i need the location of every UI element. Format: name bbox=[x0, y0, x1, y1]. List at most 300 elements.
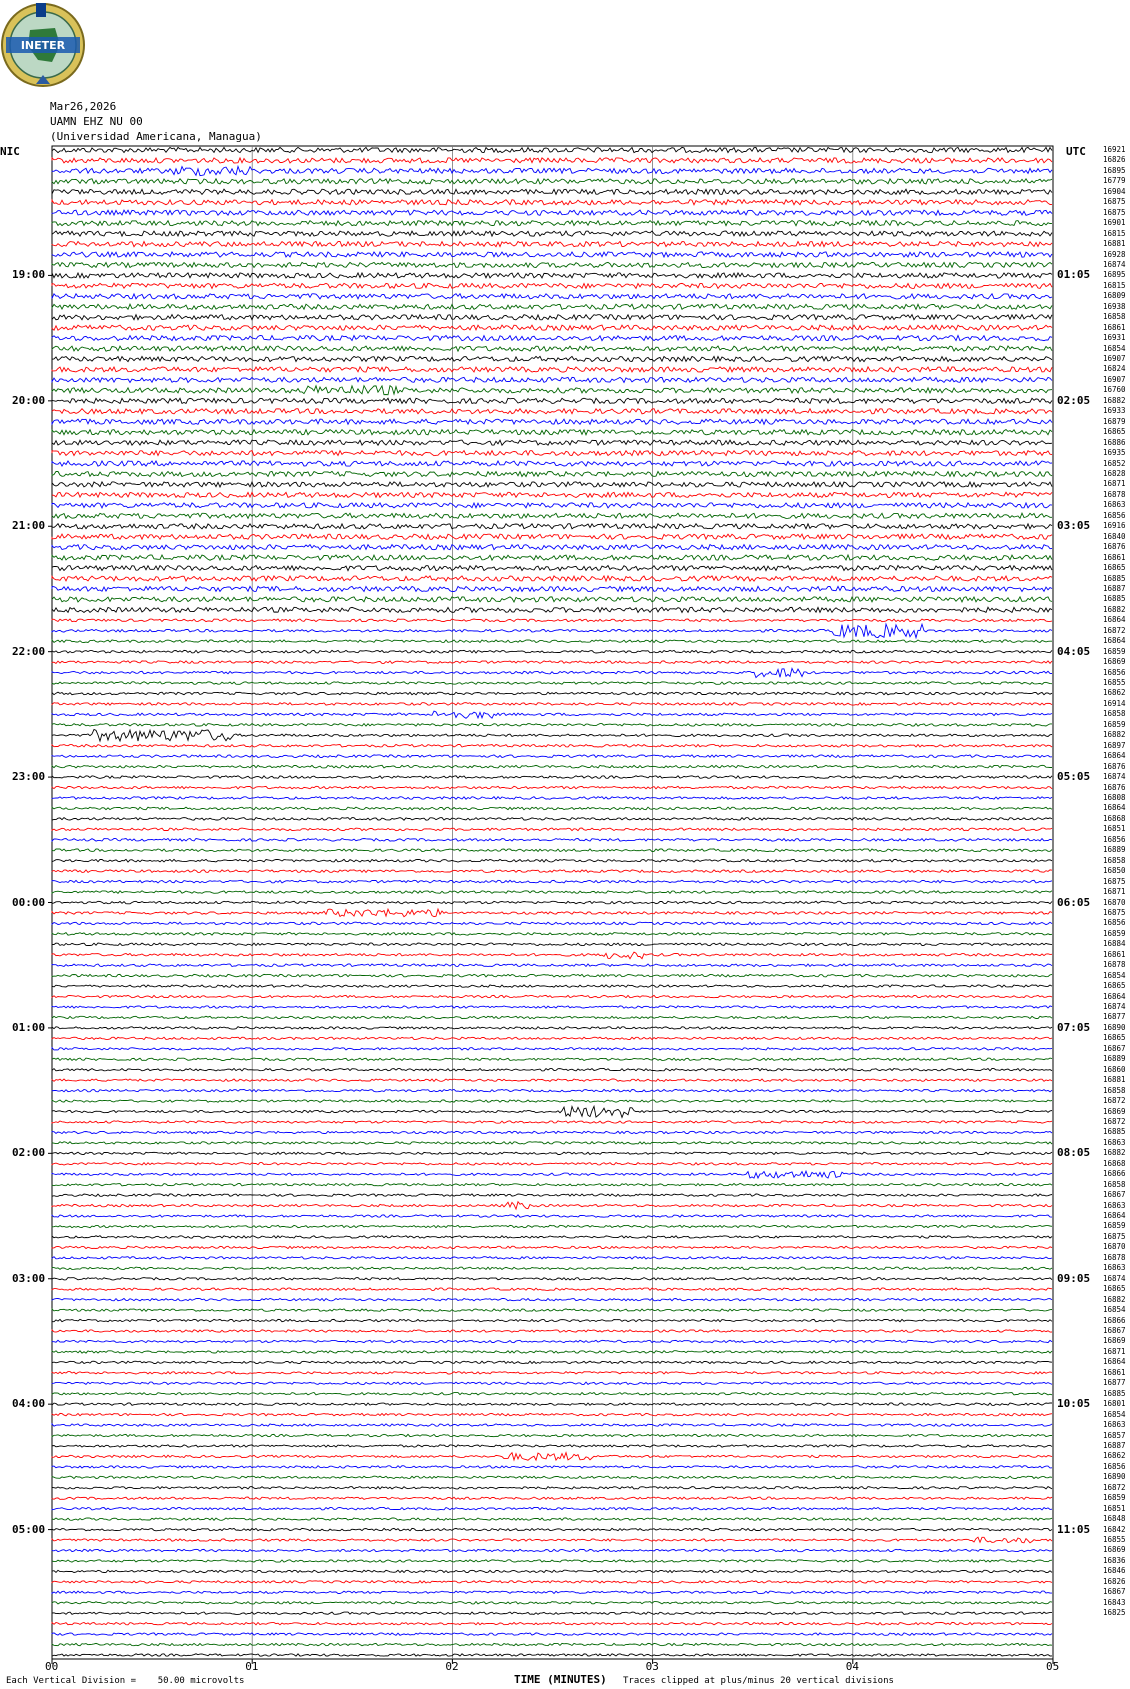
row-value: 16907 bbox=[1103, 354, 1126, 364]
row-value: 16863 bbox=[1103, 500, 1126, 510]
row-value: 16858 bbox=[1103, 709, 1126, 719]
trace-row bbox=[52, 1131, 1052, 1133]
trace-row bbox=[52, 221, 1052, 226]
trace-row bbox=[52, 730, 1052, 742]
trace-row bbox=[52, 682, 1052, 685]
row-value: 16882 bbox=[1103, 1148, 1126, 1158]
row-value: 16850 bbox=[1103, 866, 1126, 876]
trace-row bbox=[52, 1581, 1052, 1583]
trace-row bbox=[52, 597, 1052, 602]
trace-row bbox=[52, 273, 1052, 278]
trace-row bbox=[52, 555, 1052, 560]
row-value: 16864 bbox=[1103, 751, 1126, 761]
row-value: 16826 bbox=[1103, 1576, 1126, 1586]
row-value: 16871 bbox=[1103, 479, 1126, 489]
row-value: 16866 bbox=[1103, 1169, 1126, 1179]
trace-row bbox=[52, 755, 1052, 758]
row-value: 16855 bbox=[1103, 678, 1126, 688]
trace-row bbox=[52, 545, 1052, 550]
row-value: 16921 bbox=[1103, 145, 1126, 154]
row-value: 16889 bbox=[1103, 1054, 1126, 1064]
trace-row bbox=[52, 1403, 1052, 1405]
ineter-logo bbox=[0, 0, 90, 90]
trace-row bbox=[52, 1591, 1052, 1593]
row-value: 16872 bbox=[1103, 1482, 1126, 1492]
trace-row bbox=[52, 179, 1052, 184]
row-value: 16864 bbox=[1103, 1357, 1126, 1367]
right-hour-label: 03:05 bbox=[1057, 519, 1091, 533]
row-value: 16860 bbox=[1103, 1064, 1126, 1074]
trace-row bbox=[52, 1037, 1052, 1039]
row-value: 16885 bbox=[1103, 594, 1126, 604]
row-value: 16885 bbox=[1103, 573, 1126, 583]
row-value: 16760 bbox=[1103, 385, 1126, 395]
row-value: 16824 bbox=[1103, 364, 1126, 374]
trace-row bbox=[52, 1106, 1052, 1117]
trace-row bbox=[52, 1288, 1052, 1290]
trace-row bbox=[52, 451, 1052, 456]
trace-row bbox=[52, 901, 1052, 904]
trace-row bbox=[52, 870, 1052, 873]
trace-row bbox=[52, 1424, 1052, 1426]
row-value: 16872 bbox=[1103, 625, 1126, 635]
trace-row bbox=[52, 1048, 1052, 1050]
trace-row bbox=[52, 336, 1052, 341]
row-value: 16882 bbox=[1103, 395, 1126, 405]
row-value: 16808 bbox=[1103, 792, 1126, 802]
row-value: 16852 bbox=[1103, 458, 1126, 468]
row-value: 16890 bbox=[1103, 1472, 1126, 1482]
trace-row bbox=[52, 409, 1052, 414]
left-hour-label: 05:00 bbox=[12, 1522, 46, 1536]
row-value: 16874 bbox=[1103, 1002, 1126, 1011]
trace-row bbox=[52, 776, 1052, 779]
right-hour-label: 01:05 bbox=[1057, 268, 1091, 282]
row-value: 16861 bbox=[1103, 1367, 1126, 1377]
right-hour-label: 04:05 bbox=[1057, 644, 1091, 658]
trace-row bbox=[52, 1236, 1052, 1238]
trace-row bbox=[52, 367, 1052, 372]
left-hour-label: 04:00 bbox=[12, 1397, 46, 1411]
left-hour-label: 00:00 bbox=[12, 895, 46, 909]
row-value: 16881 bbox=[1103, 239, 1126, 249]
right-axis-label: UTC bbox=[1066, 145, 1086, 158]
trace-row bbox=[52, 524, 1052, 529]
trace-row bbox=[52, 1654, 1052, 1656]
right-hour-label: 05:05 bbox=[1057, 770, 1091, 784]
row-value: 16779 bbox=[1103, 176, 1126, 186]
trace-row bbox=[52, 566, 1052, 571]
trace-row bbox=[52, 315, 1052, 320]
row-value: 16878 bbox=[1103, 960, 1126, 970]
row-value: 16885 bbox=[1103, 1388, 1126, 1398]
left-hour-label: 01:00 bbox=[12, 1020, 46, 1034]
row-value: 16865 bbox=[1103, 1033, 1126, 1043]
trace-row bbox=[52, 513, 1052, 518]
trace-row bbox=[52, 985, 1052, 987]
row-value: 16864 bbox=[1103, 991, 1126, 1001]
row-value: 16914 bbox=[1103, 698, 1126, 708]
left-hour-label: 02:00 bbox=[12, 1146, 46, 1160]
trace-row bbox=[52, 294, 1052, 299]
row-value: 16889 bbox=[1103, 845, 1126, 855]
row-value: 16848 bbox=[1103, 1514, 1126, 1524]
row-value: 16875 bbox=[1103, 1231, 1126, 1241]
trace-row bbox=[52, 1100, 1052, 1102]
trace-row bbox=[52, 1257, 1052, 1259]
row-value: 16815 bbox=[1103, 228, 1126, 238]
row-value: 16836 bbox=[1103, 1555, 1126, 1565]
trace-row bbox=[52, 1267, 1052, 1269]
trace-row bbox=[52, 1225, 1052, 1227]
row-value: 16874 bbox=[1103, 259, 1126, 269]
row-value: 16861 bbox=[1103, 552, 1126, 562]
trace-row bbox=[52, 765, 1052, 768]
trace-row bbox=[52, 703, 1052, 706]
trace-row bbox=[52, 1445, 1052, 1447]
row-value: 16846 bbox=[1103, 1566, 1126, 1576]
row-value: 16876 bbox=[1103, 782, 1126, 792]
row-value: 16840 bbox=[1103, 531, 1126, 541]
trace-row bbox=[52, 1171, 1052, 1178]
trace-row bbox=[52, 440, 1052, 445]
header-date: Mar26,2026 bbox=[50, 100, 117, 113]
row-value: 16858 bbox=[1103, 1179, 1126, 1189]
trace-row bbox=[52, 786, 1052, 789]
trace-row bbox=[52, 1537, 1052, 1543]
row-value: 16854 bbox=[1103, 970, 1126, 980]
trace-row bbox=[52, 1453, 1052, 1461]
row-value: 16854 bbox=[1103, 1305, 1126, 1315]
row-value: 16862 bbox=[1103, 1451, 1126, 1461]
row-value: 16890 bbox=[1103, 1022, 1126, 1032]
trace-row bbox=[52, 283, 1052, 288]
trace-row bbox=[52, 1633, 1052, 1635]
row-value: 16871 bbox=[1103, 887, 1126, 897]
trace-row bbox=[52, 964, 1052, 967]
row-value: 16859 bbox=[1103, 719, 1126, 729]
trace-row bbox=[52, 1278, 1052, 1280]
row-value: 16931 bbox=[1103, 333, 1126, 343]
trace-row bbox=[52, 818, 1052, 821]
trace-row bbox=[52, 492, 1052, 497]
trace-row bbox=[52, 744, 1052, 747]
left-hour-label: 23:00 bbox=[12, 770, 46, 784]
row-value: 16935 bbox=[1103, 448, 1126, 458]
trace-row bbox=[52, 503, 1052, 508]
row-value: 16865 bbox=[1103, 563, 1126, 573]
row-value: 16843 bbox=[1103, 1597, 1126, 1607]
trace-row bbox=[52, 943, 1052, 946]
row-value: 16933 bbox=[1103, 406, 1126, 416]
row-value: 16867 bbox=[1103, 1043, 1126, 1053]
row-value: 16855 bbox=[1103, 1535, 1126, 1545]
row-value: 16916 bbox=[1103, 521, 1126, 531]
row-value: 16869 bbox=[1103, 1106, 1126, 1116]
row-value: 16874 bbox=[1103, 772, 1126, 782]
trace-row bbox=[52, 1340, 1052, 1342]
row-value: 16877 bbox=[1103, 1012, 1126, 1022]
row-value: 16875 bbox=[1103, 876, 1126, 886]
trace-row bbox=[52, 1006, 1052, 1008]
row-value: 16858 bbox=[1103, 1085, 1126, 1095]
trace-row bbox=[52, 398, 1052, 403]
row-value: 16856 bbox=[1103, 918, 1126, 928]
x-tick-label: 01 bbox=[245, 1660, 259, 1673]
left-axis-label: NIC bbox=[0, 145, 20, 158]
trace-row bbox=[52, 1528, 1052, 1530]
trace-row bbox=[52, 724, 1052, 727]
row-value: 16856 bbox=[1103, 510, 1126, 520]
right-hour-label: 11:05 bbox=[1057, 1522, 1091, 1536]
row-value: 16826 bbox=[1103, 155, 1126, 165]
row-value: 16867 bbox=[1103, 1190, 1126, 1200]
row-value: 16863 bbox=[1103, 1420, 1126, 1430]
row-value: 16868 bbox=[1103, 813, 1126, 823]
trace-row bbox=[52, 1382, 1052, 1384]
trace-row bbox=[52, 974, 1052, 977]
x-tick-label: 04 bbox=[845, 1660, 860, 1673]
row-value: 16864 bbox=[1103, 615, 1126, 625]
row-value: 16897 bbox=[1103, 740, 1126, 750]
right-hour-label: 07:05 bbox=[1057, 1020, 1091, 1034]
x-tick-label: 00 bbox=[45, 1660, 59, 1673]
trace-row bbox=[52, 891, 1052, 894]
trace-row bbox=[52, 189, 1052, 194]
row-value: 16809 bbox=[1103, 291, 1126, 301]
row-value: 16882 bbox=[1103, 604, 1126, 614]
footer-clip-note: Traces clipped at plus/minus 20 vertical divisions bbox=[623, 1676, 894, 1686]
row-value: 16858 bbox=[1103, 312, 1126, 322]
row-value: 16801 bbox=[1103, 1399, 1126, 1409]
header-location: (Universidad Americana, Managua) bbox=[50, 130, 262, 143]
trace-row bbox=[52, 1643, 1052, 1645]
row-value: 16861 bbox=[1103, 949, 1126, 959]
trace-row bbox=[52, 1058, 1052, 1060]
row-value: 16901 bbox=[1103, 218, 1126, 228]
row-value: 16859 bbox=[1103, 928, 1126, 938]
row-value: 16869 bbox=[1103, 657, 1126, 667]
trace-row bbox=[52, 1016, 1052, 1018]
row-value: 16878 bbox=[1103, 1252, 1126, 1262]
trace-row bbox=[52, 1299, 1052, 1301]
trace-row bbox=[52, 1508, 1052, 1510]
trace-row bbox=[52, 1330, 1052, 1332]
trace-row bbox=[52, 1309, 1052, 1311]
trace-row bbox=[52, 210, 1052, 215]
trace-row bbox=[52, 262, 1052, 267]
row-value: 16895 bbox=[1103, 165, 1126, 175]
trace-row bbox=[52, 534, 1052, 539]
trace-row bbox=[52, 147, 1052, 152]
row-value: 16869 bbox=[1103, 1545, 1126, 1555]
row-value: 16851 bbox=[1103, 824, 1126, 834]
row-value: 16858 bbox=[1103, 855, 1126, 865]
trace-row bbox=[52, 839, 1052, 842]
trace-row bbox=[52, 1079, 1052, 1081]
row-value: 16928 bbox=[1103, 249, 1126, 259]
trace-row bbox=[52, 1246, 1052, 1248]
left-hour-label: 19:00 bbox=[12, 268, 46, 282]
row-value: 16875 bbox=[1103, 197, 1126, 207]
trace-row bbox=[52, 1215, 1052, 1217]
left-hour-label: 22:00 bbox=[12, 644, 46, 658]
row-value: 16863 bbox=[1103, 1263, 1126, 1273]
row-value: 16867 bbox=[1103, 1587, 1126, 1597]
row-value: 16886 bbox=[1103, 437, 1126, 447]
row-value: 16882 bbox=[1103, 730, 1126, 740]
row-value: 16865 bbox=[1103, 1284, 1126, 1294]
trace-row bbox=[52, 1602, 1052, 1604]
row-value: 16856 bbox=[1103, 667, 1126, 677]
row-value: 16863 bbox=[1103, 1137, 1126, 1147]
row-value: 16856 bbox=[1103, 834, 1126, 844]
trace-row bbox=[52, 1476, 1052, 1478]
trace-row bbox=[52, 1089, 1052, 1091]
right-hour-label: 08:05 bbox=[1057, 1146, 1091, 1160]
trace-row bbox=[52, 607, 1052, 612]
trace-row bbox=[52, 419, 1052, 424]
header-station: UAMN EHZ NU 00 bbox=[50, 115, 143, 128]
row-value: 16895 bbox=[1103, 270, 1126, 280]
trace-row bbox=[52, 166, 1052, 175]
x-tick-label: 03 bbox=[645, 1660, 659, 1673]
trace-row bbox=[52, 797, 1052, 800]
row-value: 16828 bbox=[1103, 468, 1126, 478]
trace-row bbox=[52, 1413, 1052, 1415]
x-tick-label: 02 bbox=[445, 1660, 459, 1673]
footer-scale: Each Vertical Division = 50.00 microvolts bbox=[6, 1676, 245, 1686]
trace-row bbox=[52, 346, 1052, 351]
row-value: 16871 bbox=[1103, 1346, 1126, 1356]
trace-row bbox=[52, 1027, 1052, 1029]
trace-row bbox=[52, 1612, 1052, 1614]
trace-row bbox=[52, 1351, 1052, 1353]
row-value: 16884 bbox=[1103, 939, 1126, 949]
trace-row bbox=[52, 922, 1052, 925]
left-hour-label: 20:00 bbox=[12, 393, 46, 407]
row-value: 16879 bbox=[1103, 416, 1126, 426]
row-value: 16868 bbox=[1103, 1158, 1126, 1168]
trace-row bbox=[52, 880, 1052, 883]
trace-row bbox=[52, 1487, 1052, 1489]
trace-row bbox=[52, 1570, 1052, 1572]
row-value: 16851 bbox=[1103, 1503, 1126, 1513]
trace-row bbox=[52, 909, 1052, 917]
trace-row bbox=[52, 1121, 1052, 1123]
row-value: 16887 bbox=[1103, 1440, 1126, 1450]
x-tick-label: 05 bbox=[1046, 1660, 1060, 1673]
trace-row bbox=[52, 1549, 1052, 1551]
trace-row bbox=[52, 1152, 1052, 1154]
trace-row bbox=[52, 692, 1052, 695]
row-value: 16875 bbox=[1103, 907, 1126, 917]
trace-row bbox=[52, 1142, 1052, 1144]
row-value: 16870 bbox=[1103, 1242, 1126, 1252]
row-value: 16907 bbox=[1103, 374, 1126, 384]
right-hour-label: 10:05 bbox=[1057, 1397, 1091, 1411]
trace-row bbox=[52, 242, 1052, 247]
trace-row bbox=[52, 586, 1052, 591]
trace-row bbox=[52, 1466, 1052, 1468]
trace-row bbox=[52, 661, 1052, 664]
trace-row bbox=[52, 1163, 1052, 1165]
row-value: 16877 bbox=[1103, 1378, 1126, 1388]
trace-row bbox=[52, 807, 1052, 810]
row-value: 16864 bbox=[1103, 803, 1126, 813]
trace-row bbox=[52, 1518, 1052, 1520]
trace-row bbox=[52, 1372, 1052, 1374]
trace-row bbox=[52, 482, 1052, 487]
row-value: 16869 bbox=[1103, 1336, 1126, 1346]
row-value: 16875 bbox=[1103, 207, 1126, 217]
row-value: 16887 bbox=[1103, 583, 1126, 593]
row-value: 16825 bbox=[1103, 1608, 1126, 1618]
trace-row bbox=[52, 430, 1052, 435]
row-value: 16874 bbox=[1103, 1273, 1126, 1283]
row-value: 16867 bbox=[1103, 1326, 1126, 1335]
trace-row bbox=[52, 1194, 1052, 1196]
trace-row bbox=[52, 859, 1052, 862]
row-value: 16857 bbox=[1103, 1430, 1126, 1440]
trace-row bbox=[52, 461, 1052, 466]
trace-row bbox=[52, 1434, 1052, 1436]
trace-row bbox=[52, 576, 1052, 581]
row-value: 16863 bbox=[1103, 1200, 1126, 1210]
trace-row bbox=[52, 356, 1052, 361]
right-hour-label: 02:05 bbox=[1057, 393, 1091, 407]
trace-row bbox=[52, 1560, 1052, 1562]
trace-row bbox=[52, 1622, 1052, 1624]
trace-row bbox=[52, 304, 1052, 309]
trace-row bbox=[52, 650, 1052, 653]
trace-row bbox=[52, 1069, 1052, 1071]
row-value: 16865 bbox=[1103, 981, 1126, 991]
trace-row bbox=[52, 624, 1052, 638]
row-value: 16864 bbox=[1103, 636, 1126, 646]
trace-row bbox=[52, 1184, 1052, 1186]
trace-row bbox=[52, 471, 1052, 476]
row-value: 16878 bbox=[1103, 489, 1126, 499]
row-value: 16859 bbox=[1103, 1493, 1126, 1503]
trace-row bbox=[52, 252, 1052, 257]
row-value: 16882 bbox=[1103, 1294, 1126, 1304]
trace-row bbox=[52, 200, 1052, 205]
right-hour-label: 06:05 bbox=[1057, 895, 1091, 909]
left-hour-label: 03:00 bbox=[12, 1271, 46, 1285]
trace-row bbox=[52, 1497, 1052, 1499]
trace-row bbox=[52, 231, 1052, 236]
row-value: 16854 bbox=[1103, 1409, 1126, 1419]
left-hour-label: 21:00 bbox=[12, 519, 46, 533]
row-value: 16859 bbox=[1103, 1221, 1126, 1231]
trace-row bbox=[52, 952, 1052, 959]
trace-row bbox=[52, 995, 1052, 997]
trace-row bbox=[52, 1361, 1052, 1363]
svg-text:INETER: INETER bbox=[20, 39, 66, 52]
x-axis-title: TIME (MINUTES) bbox=[514, 1673, 607, 1686]
row-value: 16864 bbox=[1103, 1211, 1126, 1221]
trace-row bbox=[52, 377, 1052, 382]
trace-row bbox=[52, 849, 1052, 852]
row-value: 16815 bbox=[1103, 280, 1126, 290]
row-value: 16876 bbox=[1103, 542, 1126, 552]
trace-row bbox=[52, 1202, 1052, 1209]
row-value: 16938 bbox=[1103, 301, 1126, 311]
trace-row bbox=[52, 640, 1052, 643]
row-value: 16876 bbox=[1103, 761, 1126, 771]
trace-row bbox=[52, 1319, 1052, 1321]
